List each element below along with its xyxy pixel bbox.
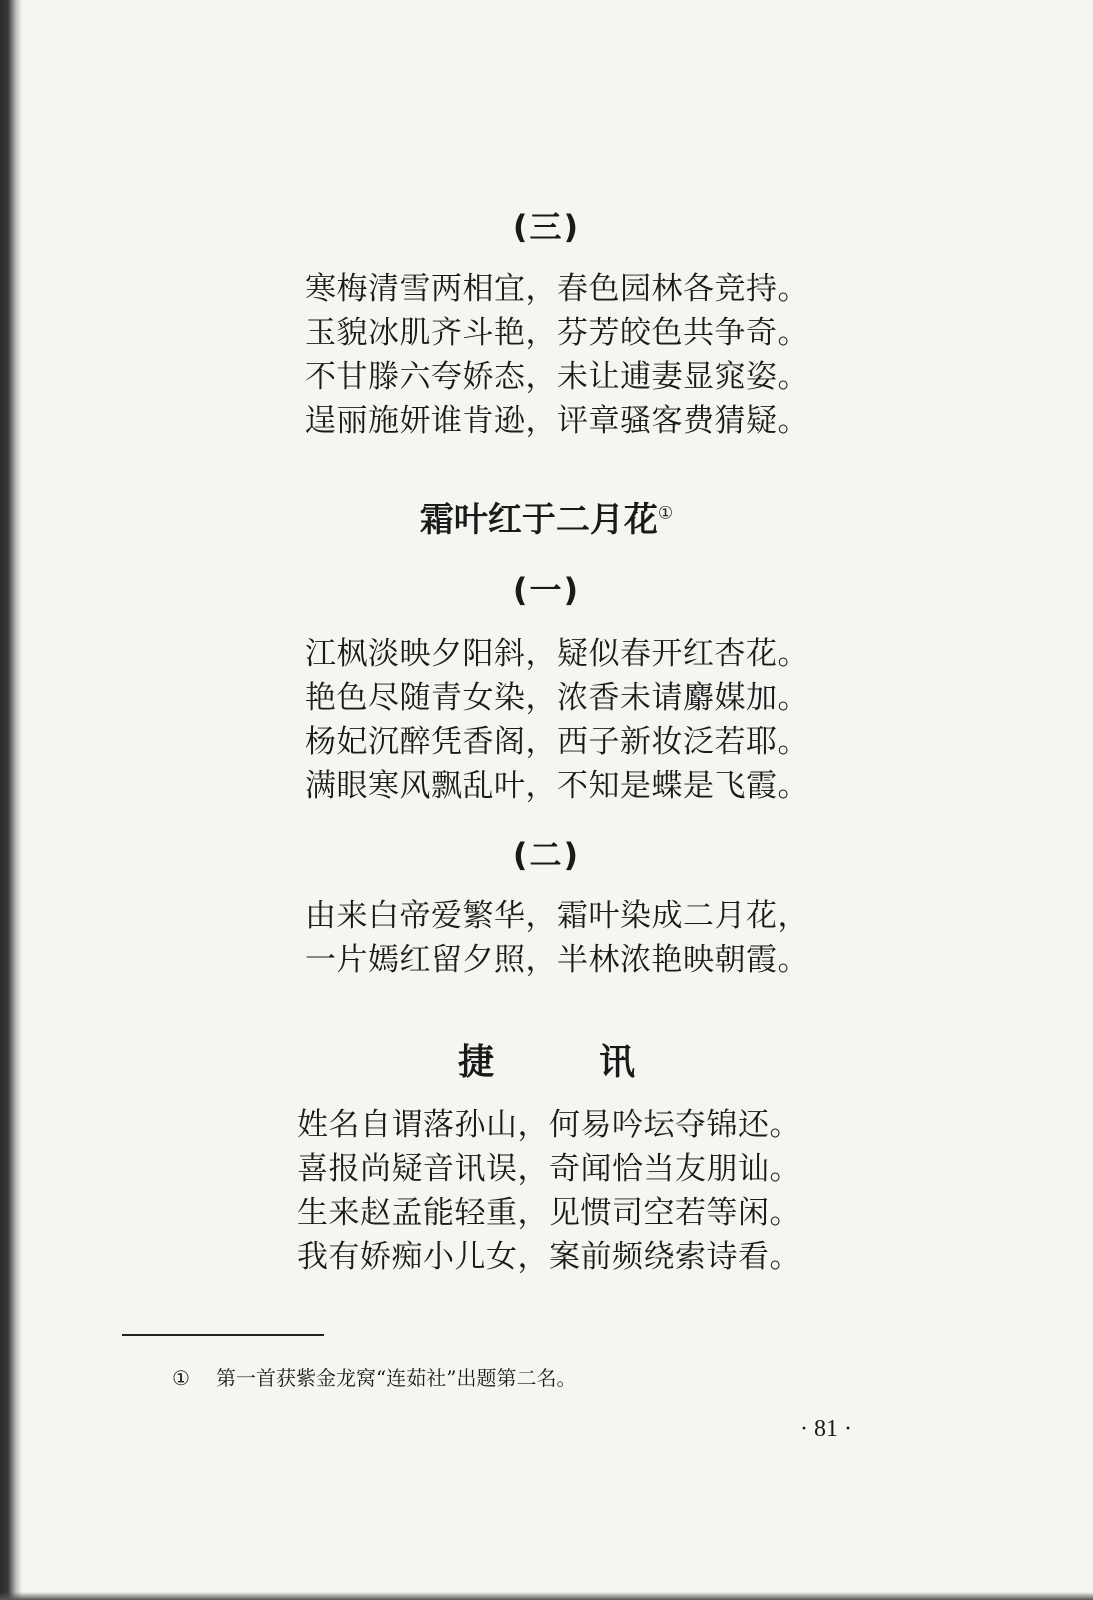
poem-jiexun — [297, 1103, 817, 1279]
poem-line: 姓名自谓落孙山，何易吟坛夺锦还。 — [297, 1107, 801, 1143]
poem-line: 玉貌冰肌齐斗艳，芬芳皎色共争奇。 — [305, 315, 809, 351]
poem-section-one — [305, 632, 825, 808]
footnote-reference-mark: ① — [657, 503, 674, 524]
footnote-divider — [122, 1334, 324, 1336]
poem-title-text: 霜叶红于二月花 — [419, 500, 658, 540]
section-number-one: (一) — [512, 571, 581, 609]
poem-line: 一片嫣红留夕照，半林浓艳映朝霞。 — [305, 942, 809, 978]
page-number: · 81 · — [800, 1416, 852, 1442]
poem-line: 艳色尽随青女染，浓香未请麝媒加。 — [305, 680, 809, 716]
footnote — [172, 1362, 576, 1391]
poem-line: 杨妃沉醉凭香阁，西子新妆泛若耶。 — [305, 724, 809, 760]
poem-section-two — [305, 894, 825, 982]
poem-line: 我有娇痴小儿女，案前频绕索诗看。 — [297, 1239, 801, 1275]
section-number-two: (二) — [512, 836, 581, 874]
scan-bottom-shadow — [0, 1592, 1093, 1600]
poem-line: 逞丽施妍谁肯逊，评章骚客费猜疑。 — [305, 403, 809, 439]
poem-title-char: 捷 — [457, 1042, 494, 1083]
footnote-text: 第一首获紫金龙窝“连茹社”出题第二名。 — [216, 1366, 577, 1390]
poem-line: 由来白帝爱繁华，霜叶染成二月花， — [305, 898, 809, 934]
poem-line: 喜报尚疑音讯误，奇闻恰当友朋讪。 — [297, 1151, 801, 1187]
poem-section-three — [305, 267, 825, 443]
poem-line: 生来赵孟能轻重，见惯司空若等闲。 — [297, 1195, 801, 1231]
poem-line: 满眼寒风飘乱叶，不知是蝶是飞霞。 — [305, 768, 809, 804]
poem-line: 不甘滕六夸娇态，未让逋妻显窕姿。 — [305, 359, 809, 395]
poem-title-char: 讯 — [599, 1042, 636, 1083]
poem-line: 江枫淡映夕阳斜，疑似春开红杏花。 — [305, 636, 809, 672]
poem-title — [0, 492, 1093, 541]
section-number-three: (三) — [512, 208, 581, 246]
footnote-mark: ① — [172, 1366, 190, 1390]
poem-line: 寒梅清雪两相宜，春色园林各竞持。 — [305, 271, 809, 307]
poem-title-jiexun — [0, 1034, 1093, 1085]
